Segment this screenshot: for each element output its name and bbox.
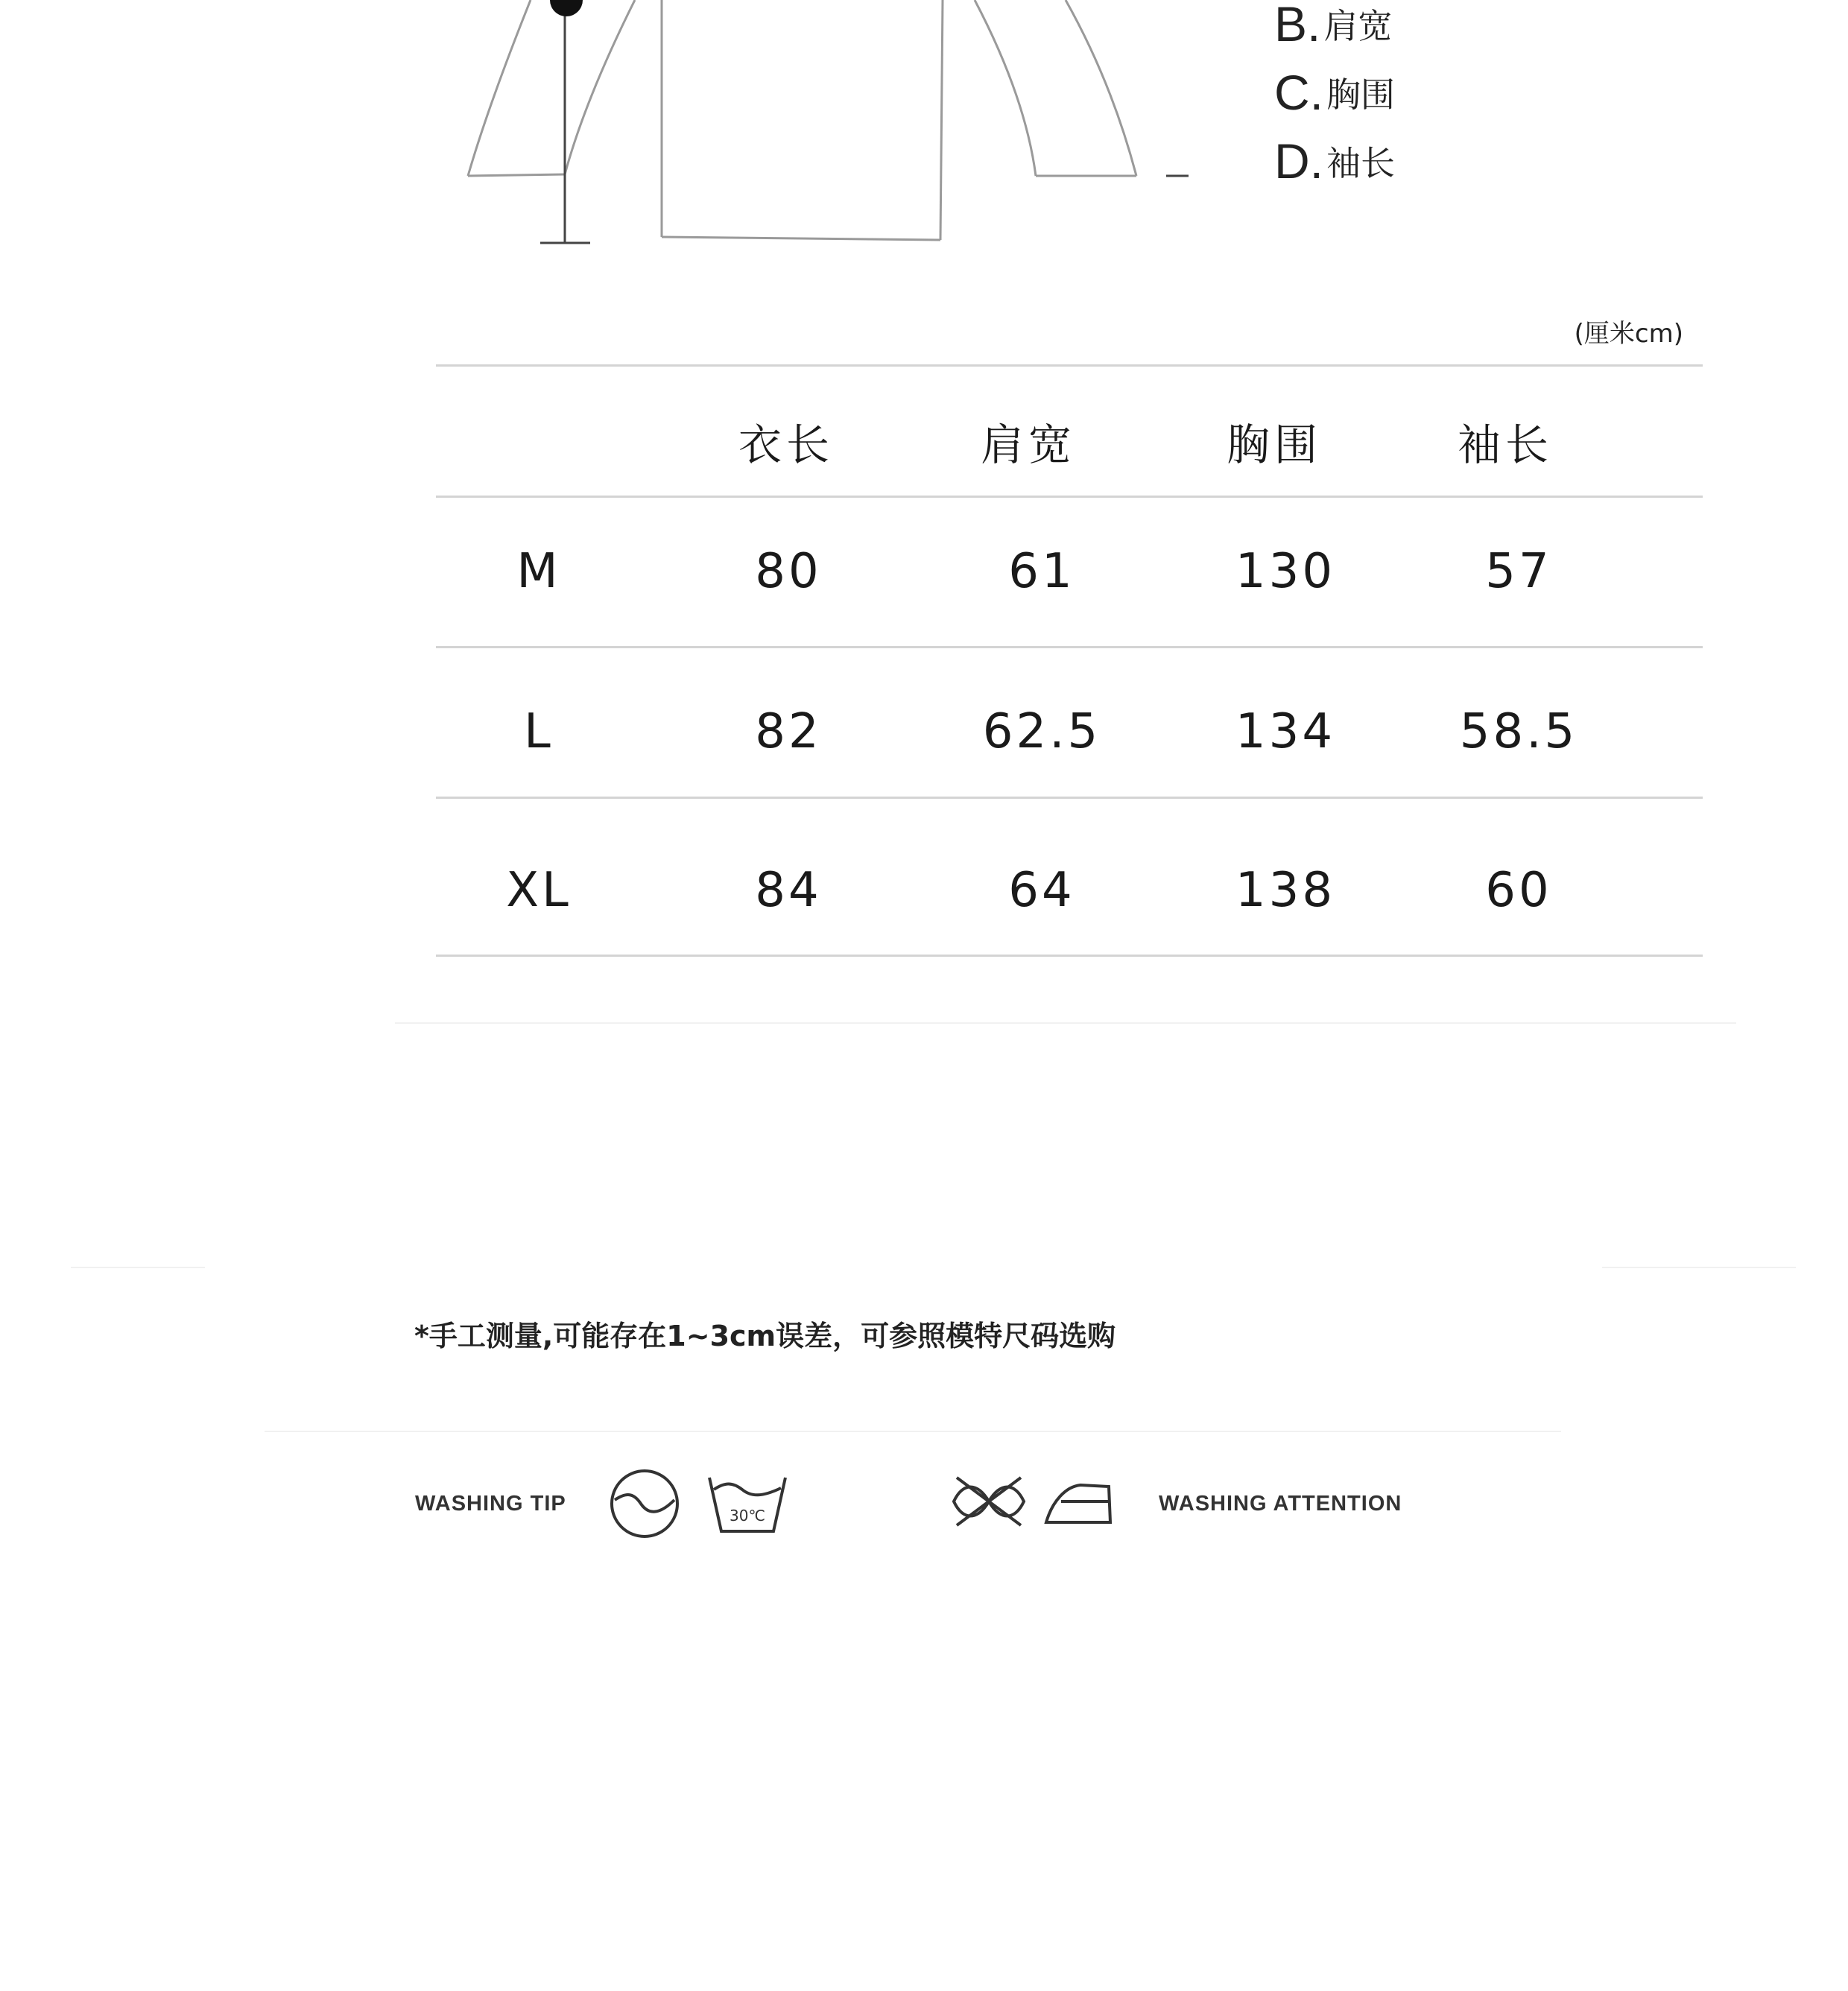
do-not-tumble-dry-icon — [948, 1472, 1030, 1531]
faint-divider — [395, 1022, 1736, 1024]
table-cell: 138 — [1235, 863, 1336, 918]
washing-tip-label: WASHING TIP — [415, 1492, 566, 1516]
column-header-chest: 胸围 — [1226, 420, 1322, 470]
left-sleeve-outer — [468, 0, 531, 176]
wash-temperature: 30℃ — [730, 1507, 765, 1525]
table-cell: 64 — [1008, 863, 1075, 918]
washing-attention-label: WASHING ATTENTION — [1159, 1492, 1402, 1516]
faint-divider — [71, 1267, 205, 1268]
legend-letter: B. — [1274, 0, 1321, 51]
table-cell: 82 — [755, 704, 822, 759]
faint-divider — [265, 1431, 1561, 1432]
body-hem — [662, 237, 940, 240]
size-label: L — [524, 704, 554, 759]
faint-divider — [1602, 1267, 1796, 1268]
table-cell: 134 — [1235, 704, 1336, 759]
legend-label: 袖长 — [1326, 143, 1395, 183]
table-cell: 58.5 — [1459, 704, 1578, 759]
body-right-side — [940, 0, 943, 240]
table-divider — [436, 797, 1703, 799]
size-label: XL — [506, 863, 572, 918]
right-sleeve-outer — [1066, 0, 1136, 176]
table-cell: 84 — [755, 863, 822, 918]
column-header-shoulder: 肩宽 — [980, 420, 1076, 470]
table-cell: 80 — [755, 544, 822, 599]
column-header-sleeve: 袖长 — [1457, 420, 1553, 470]
table-cell: 60 — [1485, 863, 1552, 918]
legend-item-b — [1274, 0, 1392, 52]
right-sleeve-inner — [975, 0, 1036, 176]
unit-label: (厘米cm) — [1574, 319, 1683, 349]
legend-letter: D. — [1274, 133, 1323, 189]
iron-icon — [1043, 1479, 1114, 1528]
garment-diagram — [0, 0, 1230, 253]
left-sleeve-inner — [565, 0, 635, 174]
table-divider — [436, 364, 1703, 367]
legend-letter: C. — [1274, 65, 1323, 120]
table-divider — [436, 955, 1703, 957]
table-cell: 57 — [1485, 544, 1552, 599]
legend-item-c — [1274, 64, 1395, 121]
table-cell: 130 — [1235, 544, 1336, 599]
column-header-length: 衣长 — [738, 420, 834, 470]
table-cell: 61 — [1008, 544, 1075, 599]
wash-30c-icon — [706, 1472, 788, 1539]
measurement-note: *手工测量,可能存在1~3cm误差，可参照模特尺码选购 — [414, 1320, 1116, 1352]
hand-wash-icon — [607, 1466, 682, 1541]
legend-item-d — [1274, 133, 1395, 189]
size-label: M — [516, 544, 561, 599]
legend-label: 肩宽 — [1323, 6, 1393, 46]
table-divider — [436, 646, 1703, 648]
left-sleeve-cuff — [468, 174, 565, 176]
measure-marker — [550, 0, 583, 16]
legend-label: 胸围 — [1326, 75, 1395, 115]
table-divider — [436, 496, 1703, 498]
table-cell: 62.5 — [982, 704, 1101, 759]
